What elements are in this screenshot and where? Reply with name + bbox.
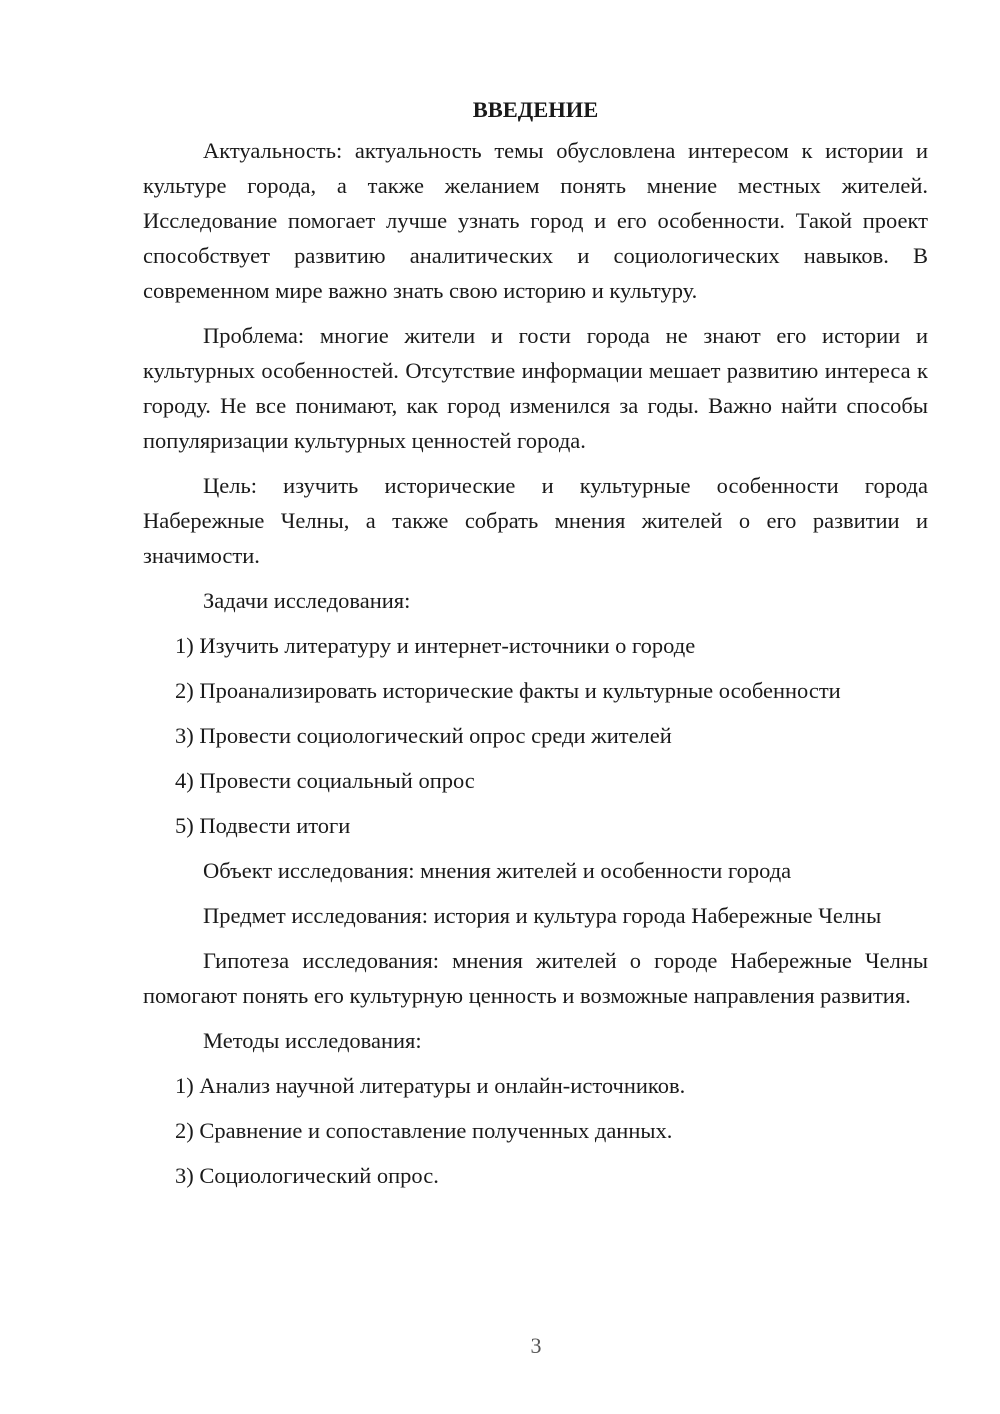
paragraph-subject: Предмет исследования: история и культура города Набережные Челны (203, 903, 882, 928)
paragraph-object: Объект исследования: мнения жителей и особенности города (203, 858, 792, 883)
methods-heading: Методы исследования: (203, 1028, 422, 1053)
list-item: 2) Сравнение и сопоставление полученных данных. (175, 1118, 673, 1143)
paragraph-goal: Цель: изучить исторические и культурные особенности города Набережные Челны, а также собрать мнения жителей о его развитии и значимости. (143, 473, 928, 568)
page-number: 3 (530, 1333, 542, 1358)
paragraph-problem: Проблема: многие жители и гости города не знают его истории и культурных особенностей. Отсутствие информации мешает развитию интереса к городу. Не все понимают, как город изменился за годы. Важно найти способы популяризации культурных ценностей города. (143, 323, 928, 453)
list-item: 1) Анализ научной литературы и онлайн-источников. (175, 1073, 686, 1098)
list-item: 3) Провести социологический опрос среди жителей (175, 723, 672, 748)
list-item: 5) Подвести итоги (175, 813, 351, 838)
document-page (143, 92, 928, 1203)
list-item: 1) Изучить литературу и интернет-источники о городе (175, 633, 696, 658)
paragraph-hypothesis: Гипотеза исследования: мнения жителей о городе Набережные Челны помогают понять его культурную ценность и возможные направления развития. (143, 948, 928, 1008)
tasks-heading: Задачи исследования: (203, 588, 411, 613)
paragraph-relevance: Актуальность: актуальность темы обусловлена интересом к истории и культуре города, а также желанием понять мнение местных жителей. Исследование помогает лучше узнать город и его особенности. Такой проект способствует развитию аналитических и социологических навыков. В современном мире важно знать свою историю и культуру. (143, 138, 928, 303)
methods-list (143, 1068, 928, 1193)
list-item: 3) Социологический опрос. (175, 1163, 439, 1188)
list-item: 4) Провести социальный опрос (175, 768, 475, 793)
list-item: 2) Проанализировать исторические факты и культурные особенности (175, 678, 841, 703)
tasks-list (143, 628, 928, 843)
section-title: ВВЕДЕНИЕ (472, 97, 599, 122)
